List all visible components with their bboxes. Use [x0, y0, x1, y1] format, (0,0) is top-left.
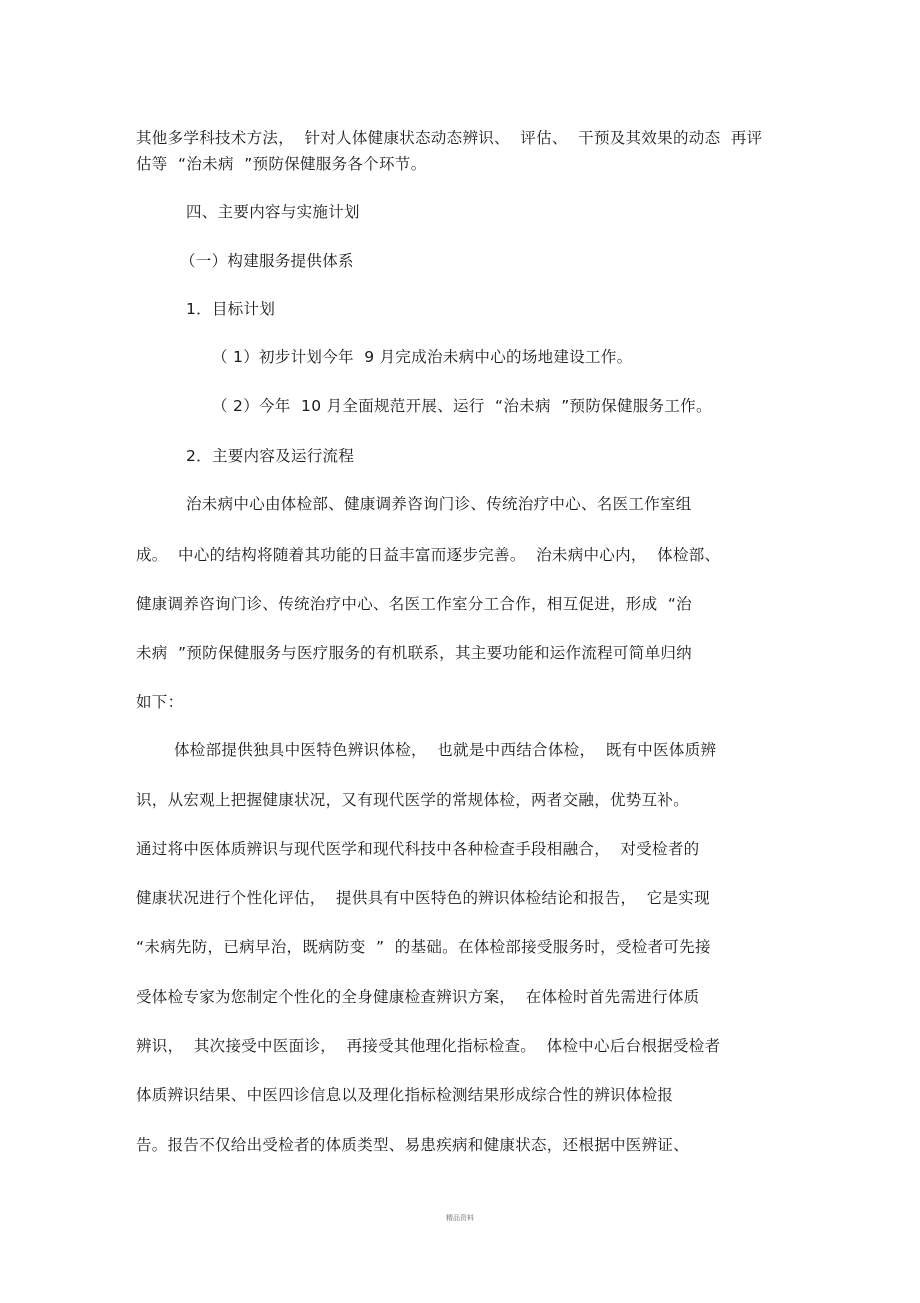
page-footer: 精品资料: [446, 1214, 474, 1222]
text-line: 估等 “治未病 ”预防保健服务各个环节。: [136, 155, 427, 173]
text-line: 体检部提供独具中医特色辨识体检， 也就是中西结合体检， 既有中医体质辨: [174, 741, 717, 759]
text-line: （ 2）今年 10 月全面规范开展、运行 “治未病 ”预防保健服务工作。: [212, 397, 712, 415]
text-line: 受体检专家为您制定个性化的全身健康检查辨识方案， 在体检时首先需进行体质: [136, 988, 700, 1006]
text-line: 识，从宏观上把握健康状况，又有现代医学的常规体检，两者交融，优势互补。: [136, 791, 690, 809]
text-line: 告。报告不仅给出受检者的体质类型、易患疾病和健康状态，还根据中医辨证、: [136, 1136, 690, 1154]
text-line: （ 1）初步计划今年 9 月完成治未病中心的场地建设工作。: [212, 348, 633, 366]
text-line: “未病先防，已病早治，既病防变 ” 的基础。在体检部接受服务时，受检者可先接: [136, 938, 711, 956]
item-heading: 2．主要内容及运行流程: [186, 447, 355, 465]
subsection-heading: （一）构建服务提供体系: [180, 252, 354, 270]
text-line: 治未病中心由体检部、健康调养咨询门诊、传统治疗中心、名医工作室组: [186, 495, 692, 513]
text-line: 通过将中医体质辨识与现代医学和现代科技中各种检查手段相融合， 对受检者的: [136, 840, 700, 858]
text-line: 体质辨识结果、中医四诊信息以及理化指标检测结果形成综合性的辨识体检报: [136, 1086, 674, 1104]
text-line: 成。 中心的结构将随着其功能的日益丰富而逐步完善。 治未病中心内， 体检部、: [136, 546, 721, 564]
item-heading: 1．目标计划: [186, 300, 276, 318]
section-heading: 四、主要内容与实施计划: [186, 203, 360, 221]
text-line: 未病 ”预防保健服务与医疗服务的有机联系，其主要功能和运作流程可简单归纳: [136, 644, 692, 662]
text-line: 辨识， 其次接受中医面诊， 再接受其他理化指标检查。 体检中心后台根据受检者: [136, 1037, 721, 1055]
text-line: 如下：: [136, 693, 184, 711]
text-line: 健康状况进行个性化评估， 提供具有中医特色的辨识体检结论和报告， 它是实现: [136, 889, 710, 907]
text-line: 其他多学科技术方法， 针对人体健康状态动态辨识、 评估、 干预及其效果的动态 再评: [136, 129, 763, 147]
text-line: 健康调养咨询门诊、传统治疗中心、名医工作室分工合作，相互促进，形成 “治: [136, 595, 692, 613]
